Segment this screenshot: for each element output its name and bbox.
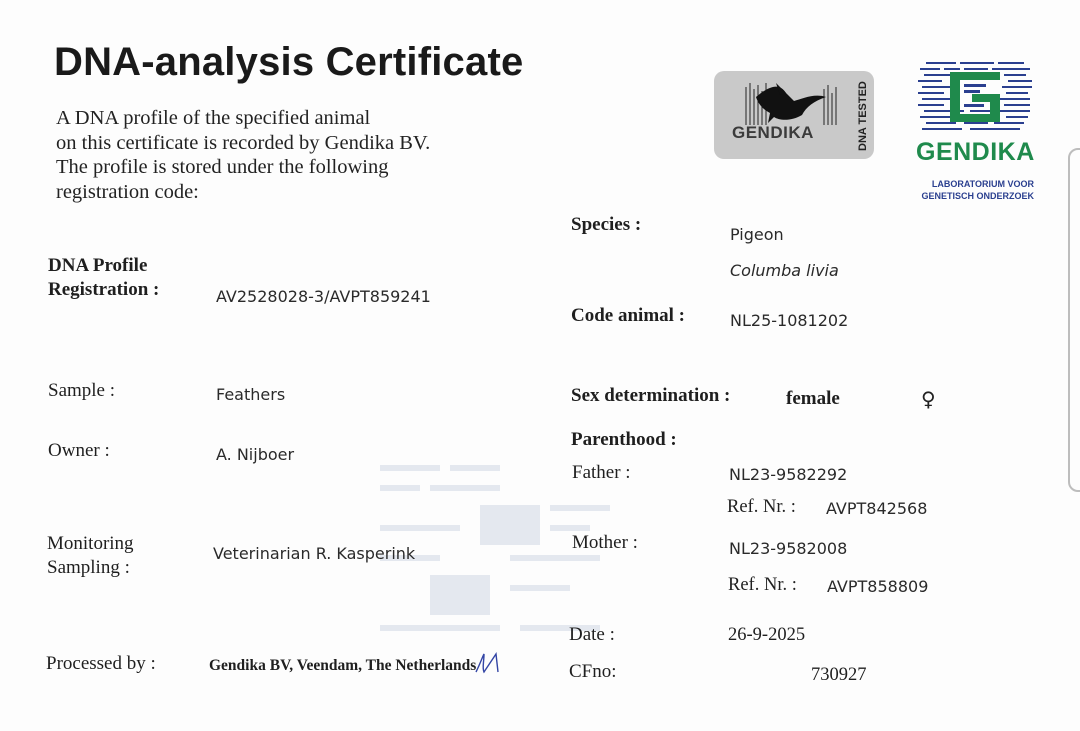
father-label: Father : <box>572 462 631 483</box>
father-ref-label: Ref. Nr. : <box>727 497 796 517</box>
badge-vertical-label <box>854 77 870 153</box>
owner-value: A. Nijboer <box>216 445 295 464</box>
intro-line: registration code: <box>56 180 199 203</box>
badge-vertical-text: DNA TESTED <box>857 81 869 151</box>
intro-text <box>56 106 430 204</box>
intro-line: The profile is stored under the following <box>56 156 389 178</box>
monitoring-label-line1: Monitoring <box>47 533 134 554</box>
profile-label-line2: Registration : <box>48 279 160 300</box>
gendika-logo-icon <box>914 58 1036 138</box>
logo-name: GENDIKA <box>916 138 1035 166</box>
logo-subtitle-line: LABORATORIUM VOOR <box>931 179 1034 189</box>
dove-icon <box>736 79 846 129</box>
processed-value <box>209 657 476 675</box>
date-label: Date : <box>569 624 615 645</box>
sex-determination-label: Sex determination : <box>571 385 731 406</box>
logo-subtitle-line: GENETISCH ONDERZOEK <box>921 191 1034 201</box>
page-title: DNA-analysis Certificate <box>54 40 524 84</box>
code-animal-label: Code animal : <box>571 305 685 326</box>
father-ref-value: AVPT842568 <box>826 499 928 518</box>
intro-line: A DNA profile of the specified animal <box>56 107 371 129</box>
species-label: Species : <box>571 214 642 235</box>
sample-value: Feathers <box>216 385 286 404</box>
mother-label: Mother : <box>572 532 638 553</box>
monitoring-value: Veterinarian R. Kasperink <box>213 544 416 563</box>
monitoring-label-line2: Sampling : <box>47 557 130 578</box>
female-symbol-icon: ♀ <box>921 387 936 411</box>
owner-label: Owner : <box>48 440 110 461</box>
cfno-label: CFno: <box>569 661 617 682</box>
logo-subtitle <box>914 178 1034 202</box>
profile-registration-value: AV2528028-3/AVPT859241 <box>216 287 431 306</box>
page-edge-frame <box>1068 148 1080 492</box>
intro-line: on this certificate is recorded by Gendika BV. <box>56 131 431 154</box>
species-latin-value: Columba livia <box>730 261 839 280</box>
badge-name: GENDIKA <box>732 123 814 142</box>
profile-label-line1: DNA Profile <box>48 255 148 276</box>
date-value: 26-9-2025 <box>728 625 806 645</box>
code-animal-value: NL25-1081202 <box>730 311 849 330</box>
cfno-value: 730927 <box>811 665 867 685</box>
mother-ref-label: Ref. Nr. : <box>728 575 797 595</box>
sex-value: female <box>786 388 840 409</box>
dna-tested-badge <box>714 71 874 159</box>
mother-ref-value: AVPT858809 <box>827 577 929 596</box>
processed-label: Processed by : <box>46 653 156 674</box>
species-common-value: Pigeon <box>730 225 784 244</box>
parenthood-label: Parenthood : <box>571 429 677 450</box>
signature-mark <box>474 648 502 676</box>
father-value: NL23-9582292 <box>729 465 848 484</box>
mother-value: NL23-9582008 <box>729 539 848 558</box>
sample-label: Sample : <box>48 380 116 401</box>
processed-value-text: Gendika BV, Veendam, The Netherlands <box>209 657 477 674</box>
